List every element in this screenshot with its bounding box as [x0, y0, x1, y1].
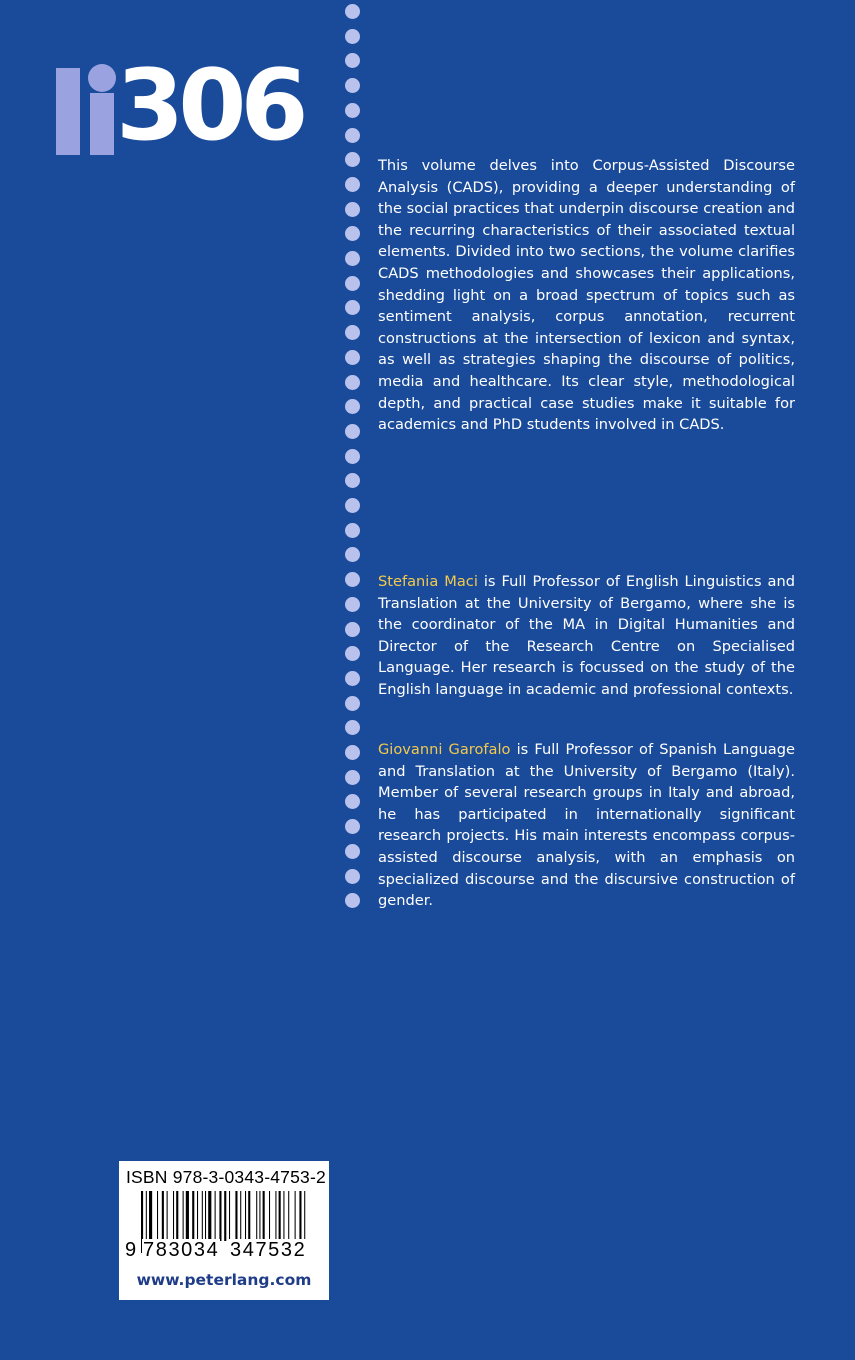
decorative-dot: [345, 276, 360, 291]
decorative-dot: [345, 251, 360, 266]
decorative-dot: [345, 449, 360, 464]
barcode-bar: [275, 1191, 276, 1241]
decorative-dot: [345, 844, 360, 859]
barcode-bar: [269, 1191, 270, 1241]
decorative-dot: [345, 646, 360, 661]
decorative-dot: [345, 597, 360, 612]
barcode-bar: [295, 1191, 296, 1241]
decorative-dot: [345, 671, 360, 686]
barcode-bar: [186, 1191, 189, 1241]
barcode-bar: [202, 1191, 203, 1241]
barcode-bar: [157, 1191, 158, 1241]
barcode-bar: [149, 1191, 152, 1241]
barcode-bar: [183, 1191, 184, 1241]
decorative-dot: [345, 300, 360, 315]
author-bio-text-2: is Full Professor of Spanish Language and Translation at the University of Bergamo (Italy). Member of several research groups in Italy and abroad, he has participated in internationally significant research projects. His main interests encompass corpus-assisted discourse analysis, with an emphasis on specialized discourse and the discursive construction of gender.: [378, 741, 795, 910]
ean-first-digit: 9: [125, 1239, 137, 1261]
barcode-bar: [192, 1191, 194, 1241]
publisher-website: www.peterlang.com: [136, 1271, 312, 1289]
decorative-dot: [345, 177, 360, 192]
ean-left-group: 783034: [143, 1239, 220, 1261]
decorative-dot: [345, 696, 360, 711]
decorative-dot: [345, 399, 360, 414]
decorative-dot: [345, 78, 360, 93]
book-description: This volume delves into Corpus-Assisted Discourse Analysis (CADS), providing a deeper understanding of the social practices that underpin discourse creation and the recurring characteristics of their associated textual elements. Divided into two sections, the volume clarifies CADS methodologies and showcases their applications, shedding light on a broad spectrum of topics such as sentiment analysis, corpus annotation, recurrent constructions at the intersection of lexicon and syntax, as well as strategies shaping the discourse of politics, media and healthcare. Its clear style, methodological depth, and practical case studies make it suitable for academics and PhD students involved in CADS.: [378, 157, 795, 434]
isbn-label: ISBN 978-3-0343-4753-2: [126, 1167, 326, 1187]
decorative-dot: [345, 720, 360, 735]
series-number: 306: [116, 49, 303, 163]
barcode-bar: [208, 1191, 211, 1241]
ean-right-group: 347532: [230, 1239, 307, 1261]
decorative-dot: [345, 29, 360, 44]
barcode-bar: [235, 1191, 237, 1241]
barcode-bar: [173, 1191, 174, 1241]
decorative-dot: [345, 498, 360, 513]
decorative-dot: [345, 893, 360, 908]
barcode-bar: [229, 1191, 230, 1241]
barcode-bar: [248, 1191, 250, 1241]
series-letter-i-dot: [88, 64, 116, 92]
decorative-dot: [345, 473, 360, 488]
decorative-dot: [345, 202, 360, 217]
decorative-dot: [345, 4, 360, 19]
decorative-dot: [345, 794, 360, 809]
decorative-dot: [345, 523, 360, 538]
barcode-bar: [219, 1191, 221, 1241]
isbn-barcode-box: [119, 1161, 329, 1300]
decorative-dot: [345, 745, 360, 760]
barcode-bar: [259, 1191, 260, 1241]
barcode-bar: [263, 1191, 265, 1241]
decorative-dot: [345, 152, 360, 167]
barcode-bar: [245, 1191, 246, 1241]
decorative-dot: [345, 622, 360, 637]
decorative-dot: [345, 869, 360, 884]
series-logo: [56, 49, 303, 176]
author-bio-2: [378, 739, 795, 912]
decorative-dot: [345, 424, 360, 439]
decorative-dot: [345, 547, 360, 562]
barcode-bar: [176, 1191, 178, 1241]
barcode-bar: [288, 1191, 289, 1241]
decorative-dot: [345, 375, 360, 390]
decorative-dot: [345, 226, 360, 241]
barcode-bar: [283, 1191, 284, 1241]
barcode-bar: [279, 1191, 281, 1241]
author-bio-1: [378, 571, 795, 701]
decorative-dot: [345, 572, 360, 587]
barcode-bar: [197, 1191, 198, 1241]
decorative-dot: [345, 103, 360, 118]
decorative-dot: [345, 325, 360, 340]
author-name-1: Stefania Maci: [378, 573, 478, 590]
decorative-dot: [345, 770, 360, 785]
series-letter-l: [56, 68, 80, 155]
decorative-dot: [345, 53, 360, 68]
barcode-bar: [299, 1191, 301, 1241]
barcode-bar: [224, 1191, 226, 1241]
barcode-bar: [205, 1191, 206, 1241]
decorative-dot: [345, 819, 360, 834]
barcode-bar: [240, 1191, 241, 1241]
series-letter-i: [90, 93, 114, 155]
series-prefix-mark: [56, 56, 116, 156]
barcode-bar: [167, 1191, 168, 1241]
decorative-dot: [345, 350, 360, 365]
decorative-dot: [345, 128, 360, 143]
author-bio-text-1: is Full Professor of English Linguistics and Translation at the University of Bergamo, where she is the coordinator of the MA in Digital Humanities and Director of the Research Centre on Specialised Language. Her research is focussed on the study of the English language in academic and professional contexts.: [378, 573, 795, 698]
barcode-bar: [215, 1191, 216, 1241]
barcode-bar: [162, 1191, 164, 1241]
author-name-2: Giovanni Garofalo: [378, 741, 511, 758]
barcode-bar: [256, 1191, 257, 1241]
